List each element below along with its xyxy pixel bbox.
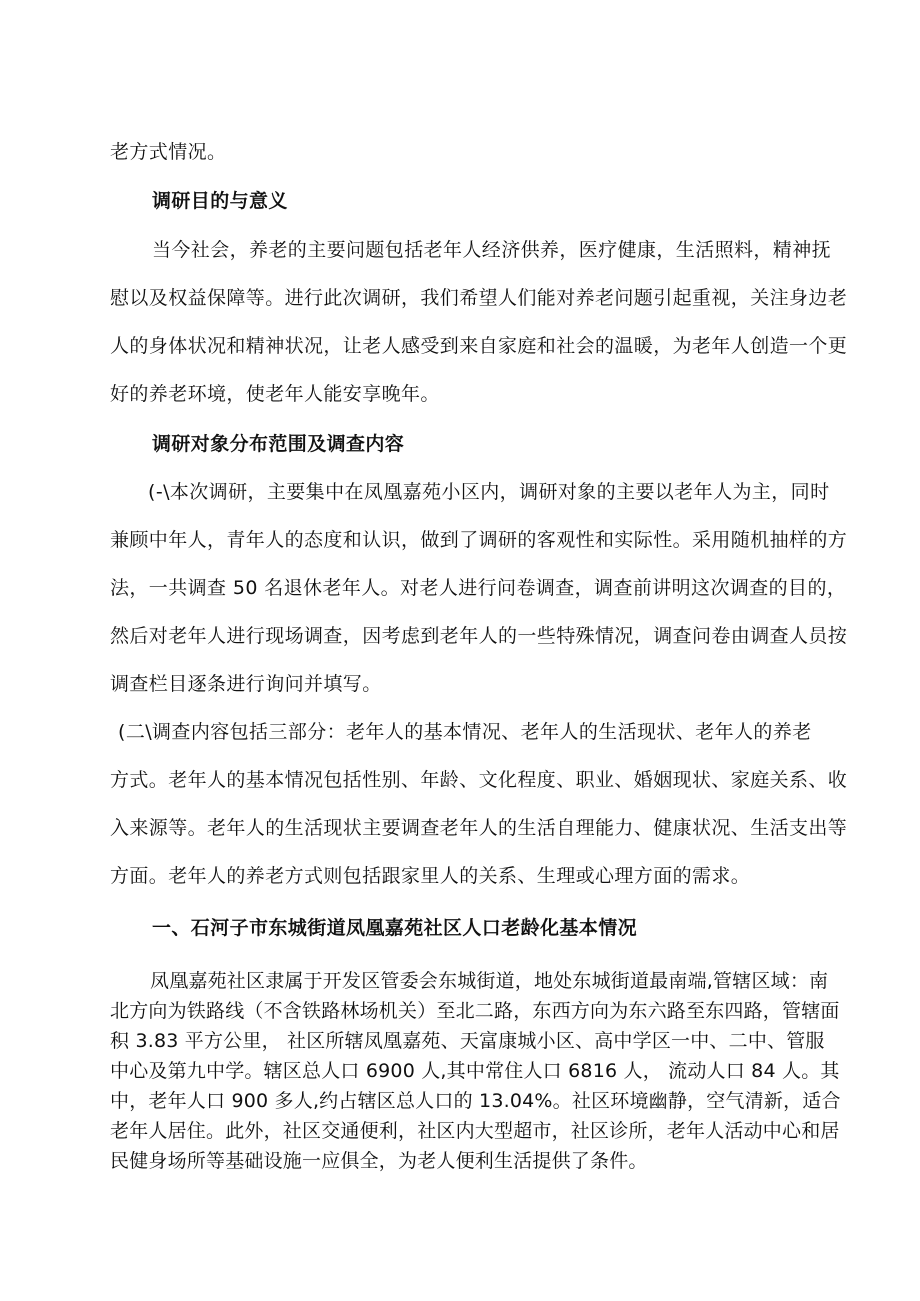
text-line: 民健身场所等基础设施一应俱全，为老人便利生活提供了条件。	[110, 1150, 648, 1172]
text-line: 当今社会，养老的主要问题包括老年人经济供养，医疗健康，生活照料，精神抚	[152, 239, 832, 261]
text-line: 法，一共调查 50 名退休老年人。对老人进行问卷调查，调查前讲明这次调查的目的，	[110, 577, 847, 599]
text-line: 老年人居住。此外，社区交通便利，社区内大型超市，社区诊所，老年人活动中心和居	[110, 1120, 840, 1142]
text-line: 然后对老年人进行现场调查，因考虑到老年人的一些特殊情况，调查问卷由调查人员按	[110, 625, 848, 647]
text-line: 调查栏目逐条进行询问并填写。	[110, 673, 382, 695]
text-line: (二\调查内容包括三部分：老年人的基本情况、老年人的生活现状、老年人的养老	[118, 721, 812, 743]
text-line: 兼顾中年人，青年人的态度和认识，做到了调研的客观性和实际性。采用随机抽样的方	[110, 529, 848, 551]
text-line: 老方式情况。	[110, 141, 227, 163]
text-line: 入来源等。老年人的生活现状主要调查老年人的生活自理能力、健康状况、生活支出等	[110, 817, 848, 839]
text-line: 方式。老年人的基本情况包括性别、年龄、文化程度、职业、婚姻现状、家庭关系、收	[110, 769, 848, 791]
text-line: 北方向为铁路线（不含铁路林场机关）至北二路，东西方向为东六路至东四路，管辖面	[110, 1000, 840, 1022]
section-heading-overview: 一、石河子市东城街道凤凰嘉苑社区人口老龄化基本情况	[152, 917, 638, 939]
text-line: 好的养老环境，使老年人能安享晚年。	[110, 383, 440, 405]
text-line: 中，老年人口 900 多人,约占辖区总人口的 13.04%。社区环境幽静，空气清新，适合	[110, 1090, 841, 1112]
section-heading-purpose: 调研目的与意义	[152, 190, 288, 212]
text-line: 积 3.83 平方公里， 社区所辖凤凰嘉苑、天富康城小区、高中学区一中、二中、管服	[110, 1030, 825, 1052]
text-line: (-\本次调研，主要集中在凤凰嘉苑小区内，调研对象的主要以老年人为主，同时	[148, 481, 830, 503]
section-heading-scope: 调研对象分布范围及调查内容	[152, 433, 405, 455]
text-line: 凤凰嘉苑社区隶属于开发区管委会东城街道，地处东城街道最南端,管辖区域：南	[150, 970, 829, 992]
text-line: 方面。老年人的养老方式则包括跟家里人的关系、生理或心理方面的需求。	[110, 865, 751, 887]
text-line: 人的身体状况和精神状况，让老人感受到来自家庭和社会的温暖，为老年人创造一个更	[110, 335, 848, 357]
text-line: 慰以及权益保障等。进行此次调研，我们希望人们能对养老问题引起重视，关注身边老	[110, 287, 848, 309]
text-line: 中心及第九中学。辖区总人口 6900 人,其中常住人口 6816 人， 流动人口 84 人。其	[110, 1060, 840, 1082]
